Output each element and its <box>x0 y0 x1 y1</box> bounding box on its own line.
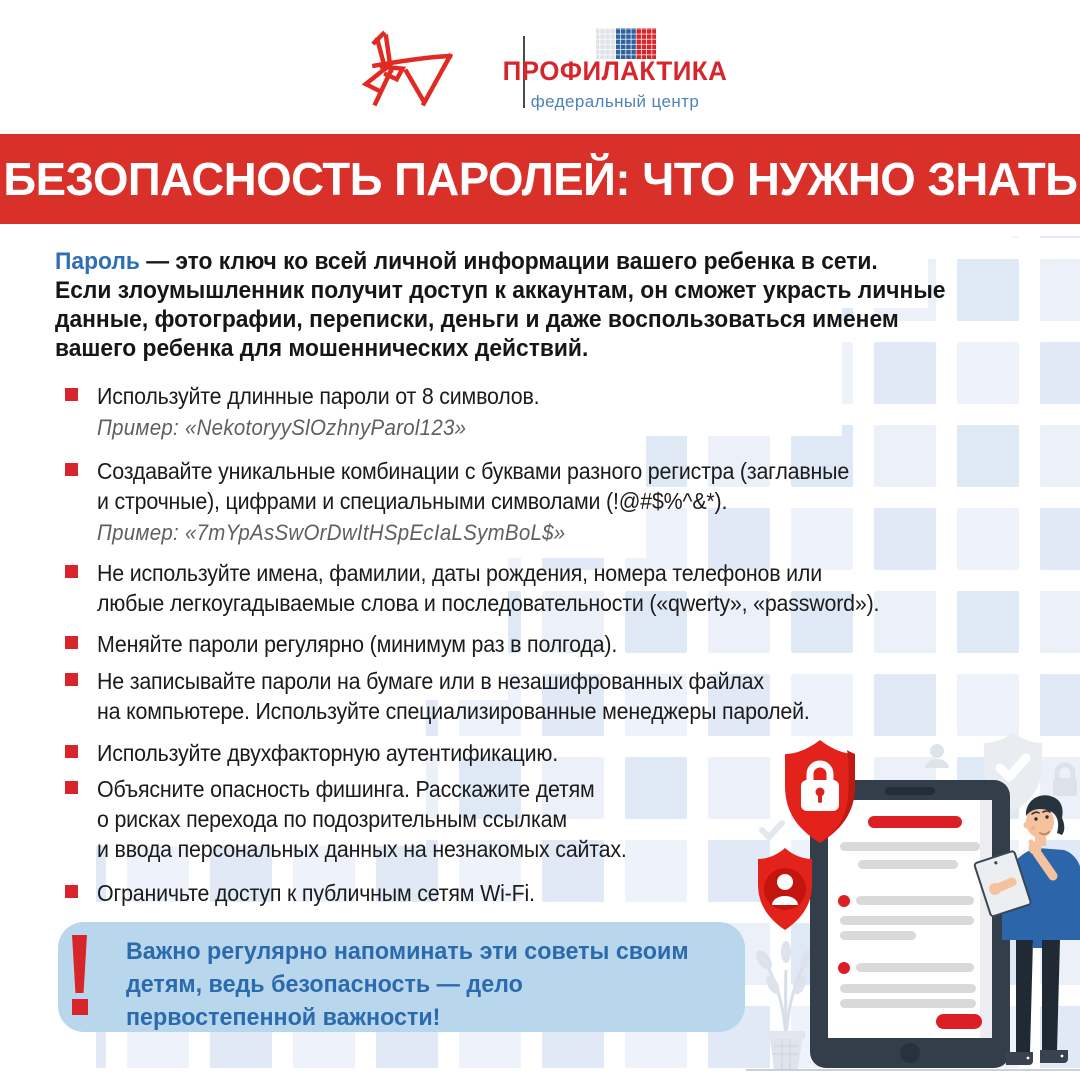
tip-text: любые легкоугадываемые слова и последовательности («qwerty», «password»). <box>97 590 880 616</box>
intro-line: данные, фотографии, переписки, деньги и даже воспользоваться именем <box>55 306 899 333</box>
tip-text: Объясните опасность фишинга. Расскажите детям <box>97 776 595 802</box>
red-square-bullet <box>65 885 78 898</box>
callout-box <box>58 922 745 1032</box>
tip-item <box>65 878 568 908</box>
tip-item <box>65 456 906 548</box>
checkmark-icon <box>762 823 782 837</box>
red-square-bullet <box>65 673 78 686</box>
intro-line: Если злоумышленник получит доступ к аккаунтам, он сможет украсть личные <box>55 277 946 304</box>
tip-text: Используйте двухфакторную аутентификацию. <box>97 740 558 766</box>
tip-text: о рисках перехода по подозрительным ссылкам <box>97 806 567 832</box>
tip-example: Пример: «NekotoryySlOzhnyParol123» <box>97 415 467 440</box>
tip-text: Не записывайте пароли на бумаге или в незашифрованных файлах <box>97 668 764 694</box>
shield-person-icon <box>758 848 812 930</box>
intro-line: Пароль — это ключ ко всей личной информации вашего ребенка в сети. <box>55 248 878 275</box>
page-title: БЕЗОПАСНОСТЬ ПАРОЛЕЙ: ЧТО НУЖНО ЗНАТЬ <box>2 153 1078 205</box>
org-tagline: федеральный центр <box>530 92 700 111</box>
red-square-bullet <box>65 636 78 649</box>
exclamation-icon <box>71 935 88 993</box>
tip-example: Пример: «7mYpAsSwOrDwItHSpEcIaLSymBoL$» <box>97 520 566 545</box>
red-square-bullet <box>65 463 78 476</box>
intro-line: вашего ребенка для мошеннических действий. <box>55 335 589 362</box>
lock-icon <box>1053 765 1077 796</box>
tip-text: Не используйте имена, фамилии, даты рождения, номера телефонов или <box>97 560 822 586</box>
tip-text: Меняйте пароли регулярно (минимум раз в полгода). <box>97 631 618 657</box>
tip-text: Используйте длинные пароли от 8 символов. <box>97 383 540 409</box>
tip-text: и ввода персональных данных на незнакомых сайтах. <box>97 836 627 862</box>
red-square-bullet <box>65 388 78 401</box>
intro-paragraph <box>55 247 945 363</box>
chair-logo-icon <box>356 26 482 118</box>
tip-item <box>65 629 656 659</box>
intro-lead-word: Пароль <box>55 248 140 275</box>
red-square-bullet <box>65 745 78 758</box>
tip-text: на компьютере. Используйте специализированные менеджеры паролей. <box>97 698 810 724</box>
tip-item <box>65 381 573 443</box>
tip-text: Создавайте уникальные комбинации с буквами разного регистра (заглавные <box>97 458 850 484</box>
red-square-bullet <box>65 565 78 578</box>
tip-text: и строчные), цифрами и специальными символами (!@#$%^&*). <box>97 488 728 514</box>
plant-illustration <box>753 941 819 1070</box>
callout-text: Важно регулярно напоминать эти советы своим детям, ведь безопасность — дело первостепенной важности! <box>126 938 689 1031</box>
tip-item <box>65 738 593 768</box>
exclamation-icon-dot <box>72 999 88 1015</box>
tip-item <box>65 558 938 618</box>
title-banner <box>0 134 1080 224</box>
tip-item <box>65 774 667 864</box>
security-illustration <box>740 690 1080 1080</box>
org-name: ПРОФИЛАКТИКА <box>502 56 728 86</box>
red-square-bullet <box>65 781 78 794</box>
person-silhouette-icon <box>925 744 949 768</box>
tip-text: Ограничьте доступ к публичным сетям Wi-Fi. <box>97 880 535 906</box>
